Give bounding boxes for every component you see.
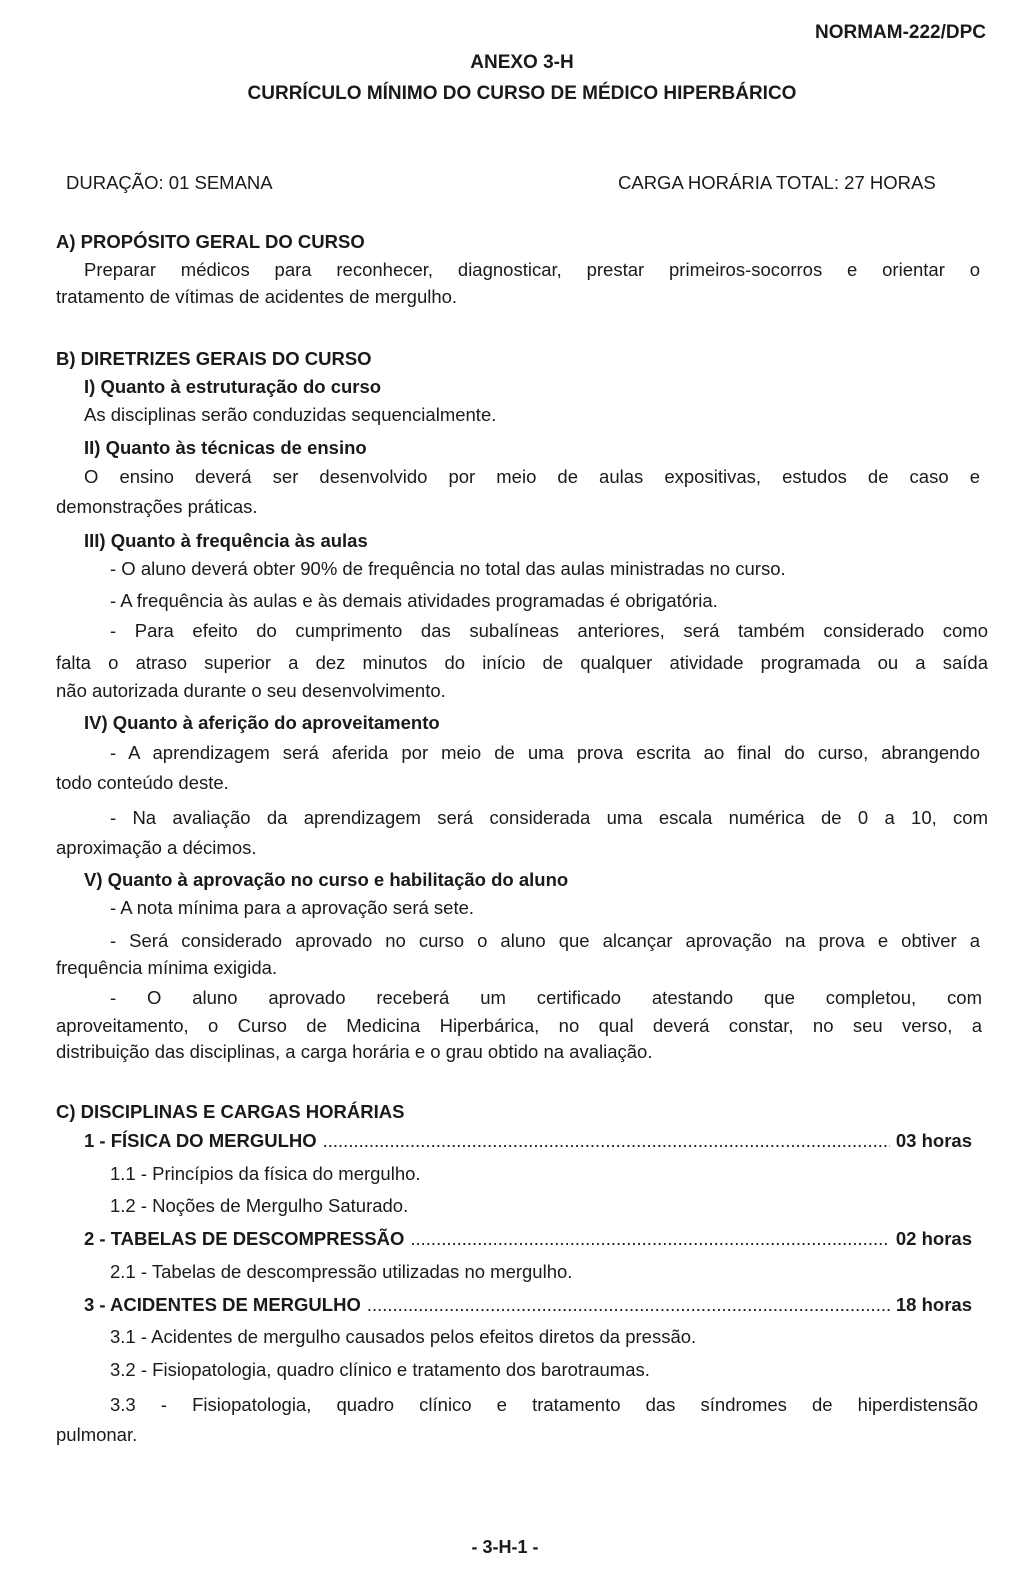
- section-a-paragraph-line-2: tratamento de vítimas de acidentes de mergulho.: [56, 286, 458, 307]
- subsection-v-item-1: - A nota mínima para a aprovação será sete.: [110, 897, 475, 918]
- subsection-v-item-3-line-2: aproveitamento, o Curso de Medicina Hiperbárica, no qual deverá constar, no seu verso, a: [56, 1015, 982, 1036]
- subsection-ii-line-2: demonstrações práticas.: [56, 496, 258, 517]
- discipline-1-topic-2: 1.2 - Noções de Mergulho Saturado.: [110, 1195, 409, 1216]
- subsection-v-item-2-line-2: frequência mínima exigida.: [56, 957, 278, 978]
- discipline-3-hours: 18 horas: [895, 1294, 972, 1315]
- course-duration: DURAÇÃO: 01 SEMANA: [66, 172, 273, 193]
- discipline-2-topic-1: 2.1 - Tabelas de descompressão utilizadas no mergulho.: [110, 1261, 573, 1282]
- subsection-iv-item-1-line-1: - A aprendizagem será aferida por meio de uma prova escrita ao final do curso, abrangendo: [110, 742, 980, 763]
- discipline-3-leader-dots: [367, 1294, 890, 1316]
- subsection-iii-item-3-line-1: - Para efeito do cumprimento das subalíneas anteriores, será também considerado como: [110, 620, 988, 641]
- subsection-iii-item-1: - O aluno deverá obter 90% de frequência no total das aulas ministradas no curso.: [110, 558, 786, 579]
- discipline-1-hours: 03 horas: [895, 1130, 972, 1151]
- discipline-3-topic-1: 3.1 - Acidentes de mergulho causados pelos efeitos diretos da pressão.: [110, 1326, 697, 1347]
- discipline-1-title: 1 - FÍSICA DO MERGULHO: [84, 1130, 317, 1151]
- section-a-heading: A) PROPÓSITO GERAL DO CURSO: [56, 231, 365, 252]
- discipline-1-leader-dots: [323, 1130, 890, 1152]
- subsection-iii-item-3-line-2: falta o atraso superior a dez minutos do início de qualquer atividade programada ou a saída: [56, 652, 988, 673]
- subsection-iv-heading: IV) Quanto à aferição do aproveitamento: [84, 712, 440, 733]
- subsection-i-text: As disciplinas serão conduzidas sequencialmente.: [84, 404, 497, 425]
- discipline-3-row: [84, 1294, 972, 1316]
- subsection-v-item-3-line-3: distribuição das disciplinas, a carga horária e o grau obtido na avaliação.: [56, 1041, 653, 1062]
- subsection-i-heading: I) Quanto à estruturação do curso: [84, 376, 382, 397]
- discipline-2-title: 2 - TABELAS DE DESCOMPRESSÃO: [84, 1228, 405, 1249]
- discipline-2-leader-dots: [410, 1228, 890, 1250]
- discipline-3-topic-2: 3.2 - Fisiopatologia, quadro clínico e tratamento dos barotraumas.: [110, 1359, 650, 1380]
- discipline-3-topic-3-line-1: 3.3 - Fisiopatologia, quadro clínico e tratamento das síndromes de hiperdistensão: [110, 1394, 978, 1415]
- course-total-hours: CARGA HORÁRIA TOTAL: 27 HORAS: [618, 172, 936, 193]
- section-a-paragraph-line-1: Preparar médicos para reconhecer, diagnosticar, prestar primeiros-socorros e orientar o: [84, 259, 980, 280]
- subsection-iv-item-2-line-2: aproximação a décimos.: [56, 837, 257, 858]
- subsection-ii-line-1: O ensino deverá ser desenvolvido por meio de aulas expositivas, estudos de caso e: [84, 466, 980, 487]
- discipline-2-hours: 02 horas: [895, 1228, 972, 1249]
- annex-label: ANEXO 3-H: [470, 52, 574, 73]
- subsection-v-item-3-line-1: - O aluno aprovado receberá um certificado atestando que completou, com: [110, 987, 982, 1008]
- discipline-2-row: [84, 1228, 972, 1250]
- subsection-iii-item-2: - A frequência às aulas e às demais atividades programadas é obrigatória.: [110, 590, 718, 611]
- subsection-iv-item-2-line-1: - Na avaliação da aprendizagem será considerada uma escala numérica de 0 a 10, com: [110, 807, 988, 828]
- subsection-ii-heading: II) Quanto às técnicas de ensino: [84, 437, 367, 458]
- discipline-3-topic-3-line-2: pulmonar.: [56, 1424, 138, 1445]
- document-code: NORMAM-222/DPC: [814, 22, 986, 43]
- subsection-iii-heading: III) Quanto à frequência às aulas: [84, 530, 368, 551]
- page-number: - 3-H-1 -: [471, 1537, 539, 1557]
- subsection-v-item-2-line-1: - Será considerado aprovado no curso o aluno que alcançar aprovação na prova e obtiver a: [110, 930, 980, 951]
- section-c-heading: C) DISCIPLINAS E CARGAS HORÁRIAS: [56, 1101, 405, 1122]
- discipline-1-row: [84, 1130, 972, 1152]
- discipline-1-topic-1: 1.1 - Princípios da física do mergulho.: [110, 1163, 421, 1184]
- subsection-v-heading: V) Quanto à aprovação no curso e habilitação do aluno: [84, 869, 569, 890]
- page-title: CURRÍCULO MÍNIMO DO CURSO DE MÉDICO HIPERBÁRICO: [247, 83, 797, 104]
- section-b-heading: B) DIRETRIZES GERAIS DO CURSO: [56, 348, 372, 369]
- subsection-iii-item-3-line-3: não autorizada durante o seu desenvolvimento.: [56, 680, 446, 701]
- discipline-3-title: 3 - ACIDENTES DE MERGULHO: [84, 1294, 361, 1315]
- subsection-iv-item-1-line-2: todo conteúdo deste.: [56, 772, 229, 793]
